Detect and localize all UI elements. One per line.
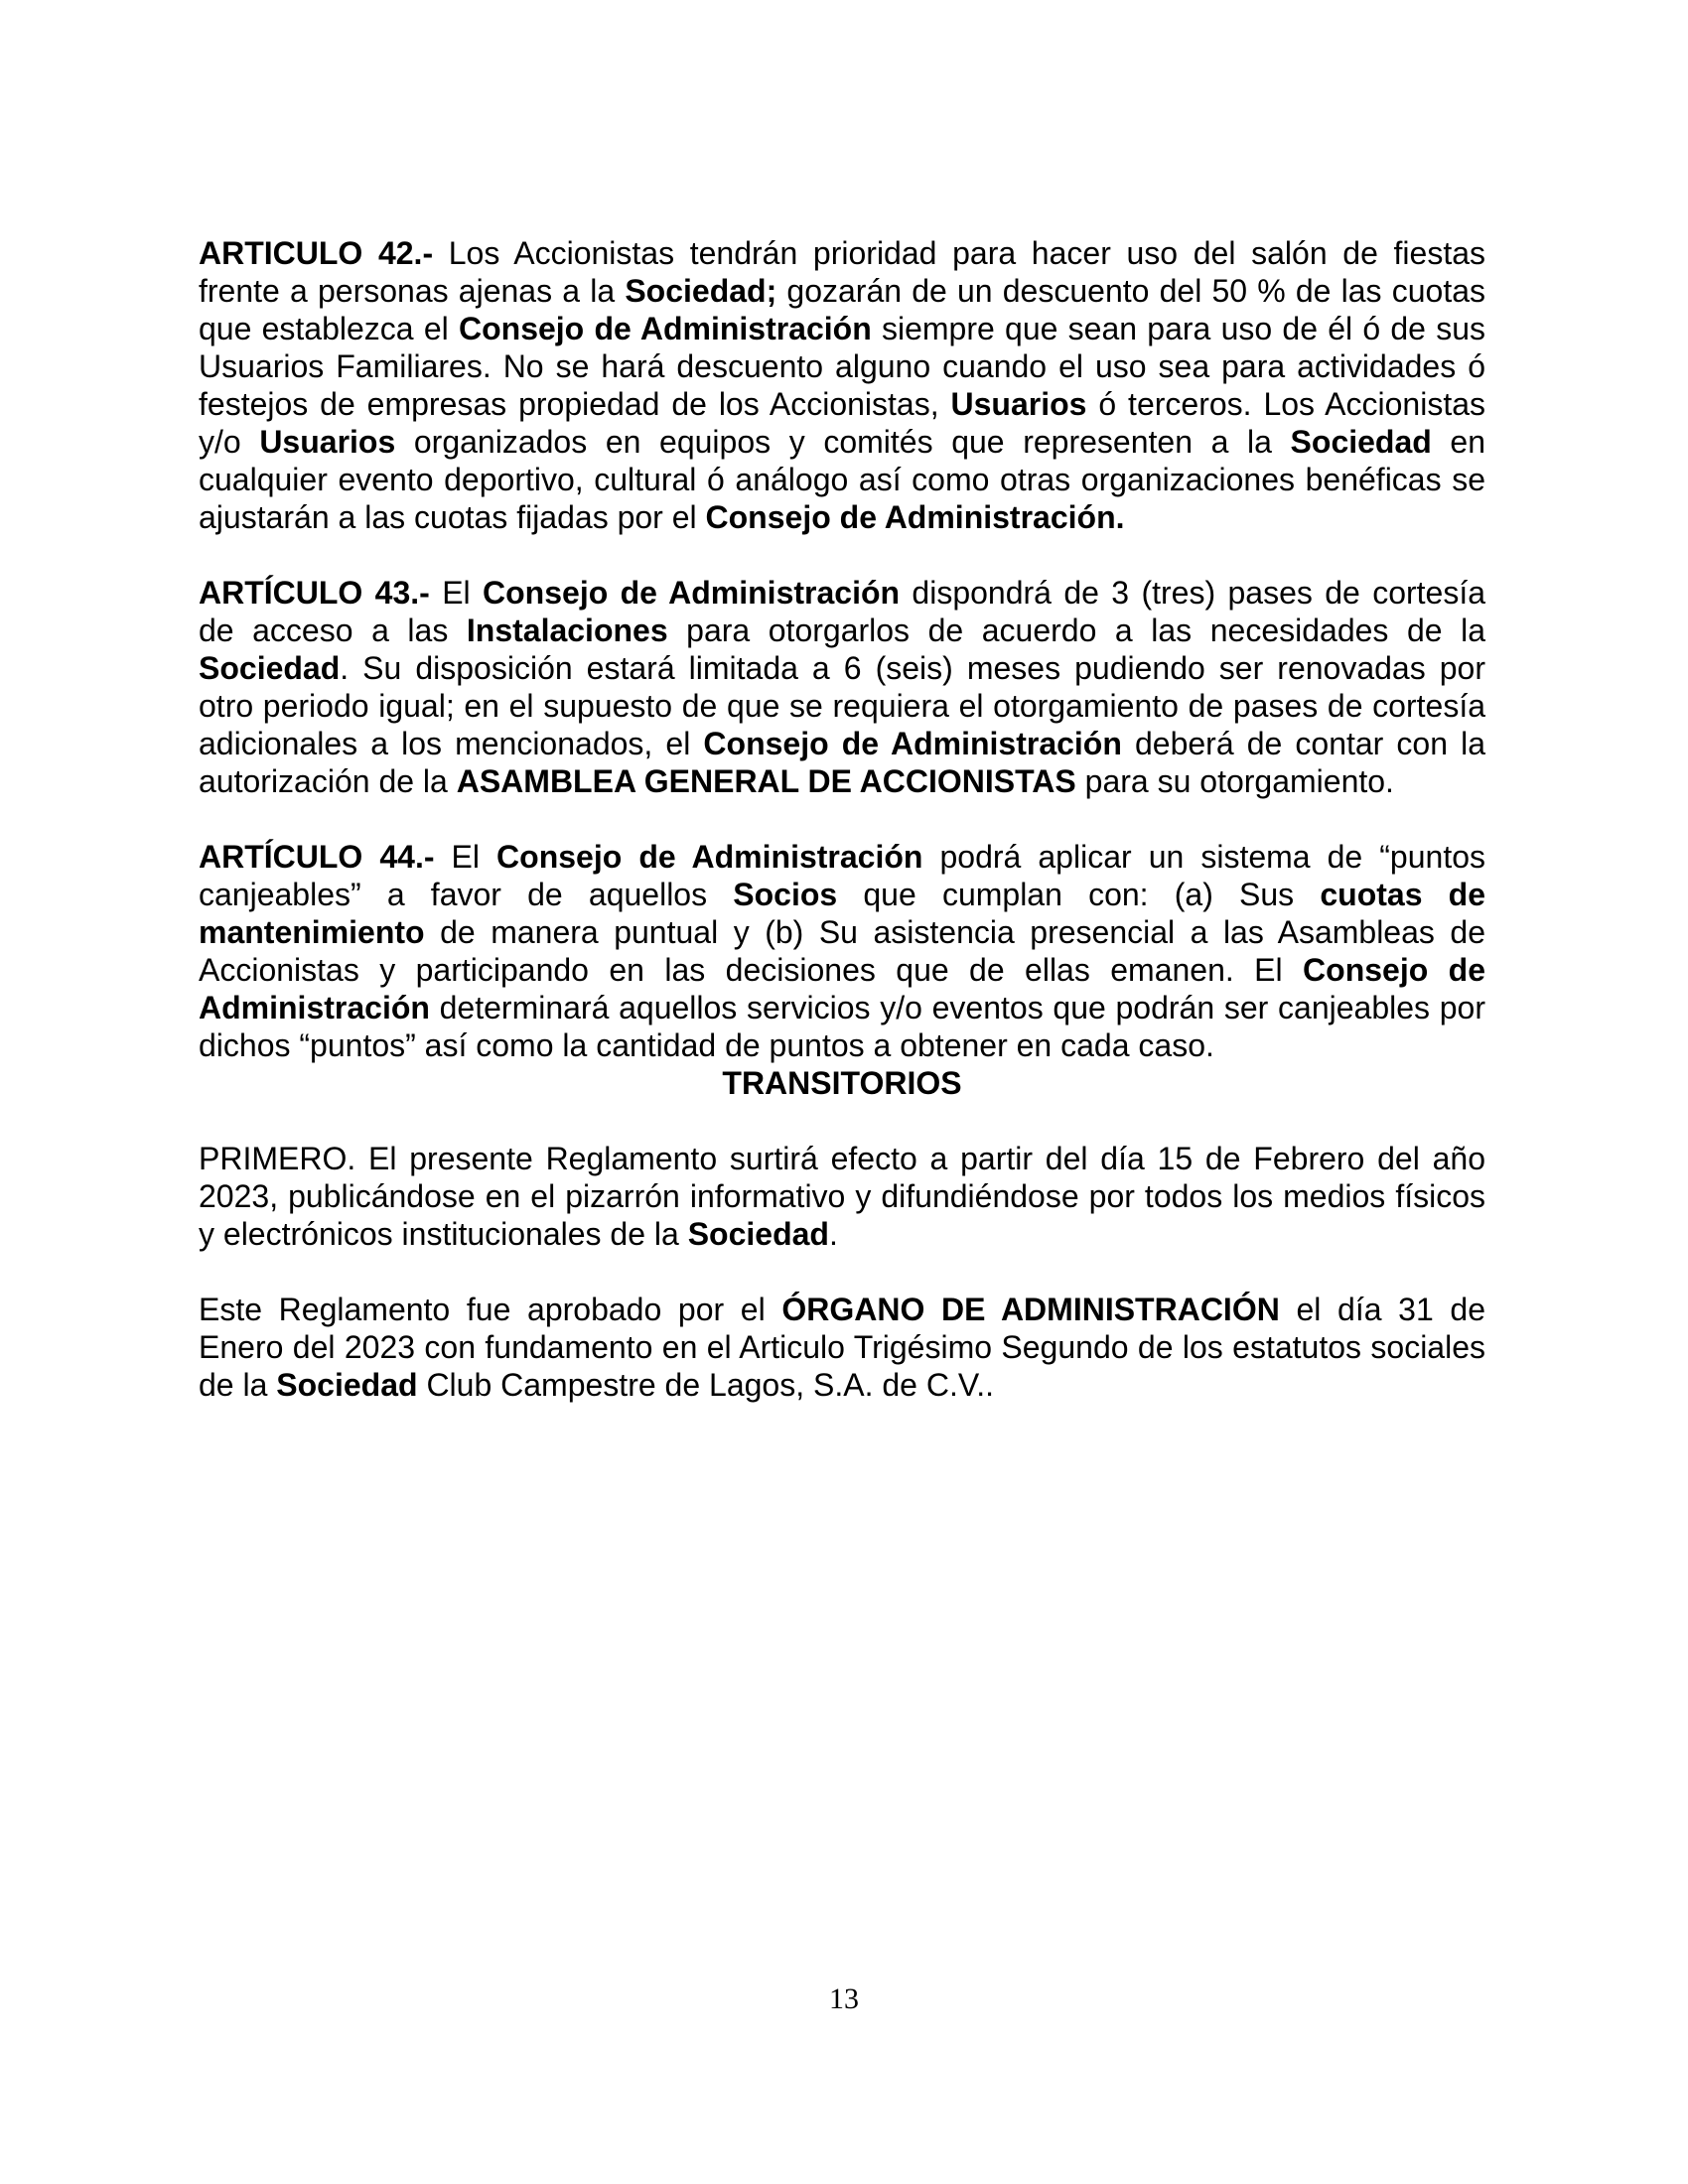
article-43-title: ARTÍCULO 43.- [199, 575, 430, 611]
page-body [199, 234, 1485, 1404]
page-number: 13 [829, 1982, 859, 2015]
approval-statement: Este Reglamento fue aprobado por el ÓRGANO DE ADMINISTRACIÓN el día 31 de Enero del 2023 con fundamento en el Articulo Trigésimo Segundo de los estatutos sociales de la Sociedad Club Campestre de Lagos, S.A. de C.V.. [199, 1292, 1486, 1403]
article-44: ARTÍCULO 44.- El Consejo de Administración podrá aplicar un sistema de “puntos canjeables” a favor de aquellos Socios que cumplan con: (a) Sus cuotas de mantenimiento de manera puntual y (b) Su asistencia presencial a las Asambleas de Accionistas y participando en las decisiones que de ellas emanen. El Consejo de Administración determinará aquellos servicios y/o eventos que podrán ser canjeables por dichos “puntos” así como la cantidad de puntos a obtener en cada caso. [199, 839, 1486, 1063]
transitorio-primero: PRIMERO. El presente Reglamento surtirá efecto a partir del día 15 de Febrero del año 2023, publicándose en el pizarrón informativo y difundiéndose por todos los medios físicos y electrónicos institucionales de la Sociedad. [199, 1141, 1485, 1252]
article-44-title: ARTÍCULO 44.- [199, 839, 435, 875]
article-42-title: ARTICULO 42.- [199, 235, 434, 271]
transitorios-heading: TRANSITORIOS [722, 1065, 962, 1101]
article-42: ARTICULO 42.- Los Accionistas tendrán prioridad para hacer uso del salón de fiestas frente a personas ajenas a la Sociedad; gozarán de un descuento del 50 % de las cuotas que establezca el Consejo de Administración siempre que sean para uso de él ó de sus Usuarios Familiares. No se hará descuento alguno cuando el uso sea para actividades ó festejos de empresas propiedad de los Accionistas, Usuarios ó terceros. Los Accionistas y/o Usuarios organizados en equipos y comités que representen a la Sociedad en cualquier evento deportivo, cultural ó análogo así como otras organizaciones benéficas se ajustarán a las cuotas fijadas por el Consejo de Administración. [199, 235, 1486, 535]
article-43: ARTÍCULO 43.- El Consejo de Administración dispondrá de 3 (tres) pases de cortesía de acceso a las Instalaciones para otorgarlos de acuerdo a las necesidades de la Sociedad. Su disposición estará limitada a 6 (seis) meses pudiendo ser renovadas por otro periodo igual; en el supuesto de que se requiera el otorgamiento de pases de cortesía adicionales a los mencionados, el Consejo de Administración deberá de contar con la autorización de la ASAMBLEA GENERAL DE ACCIONISTAS para su otorgamiento. [199, 575, 1486, 799]
